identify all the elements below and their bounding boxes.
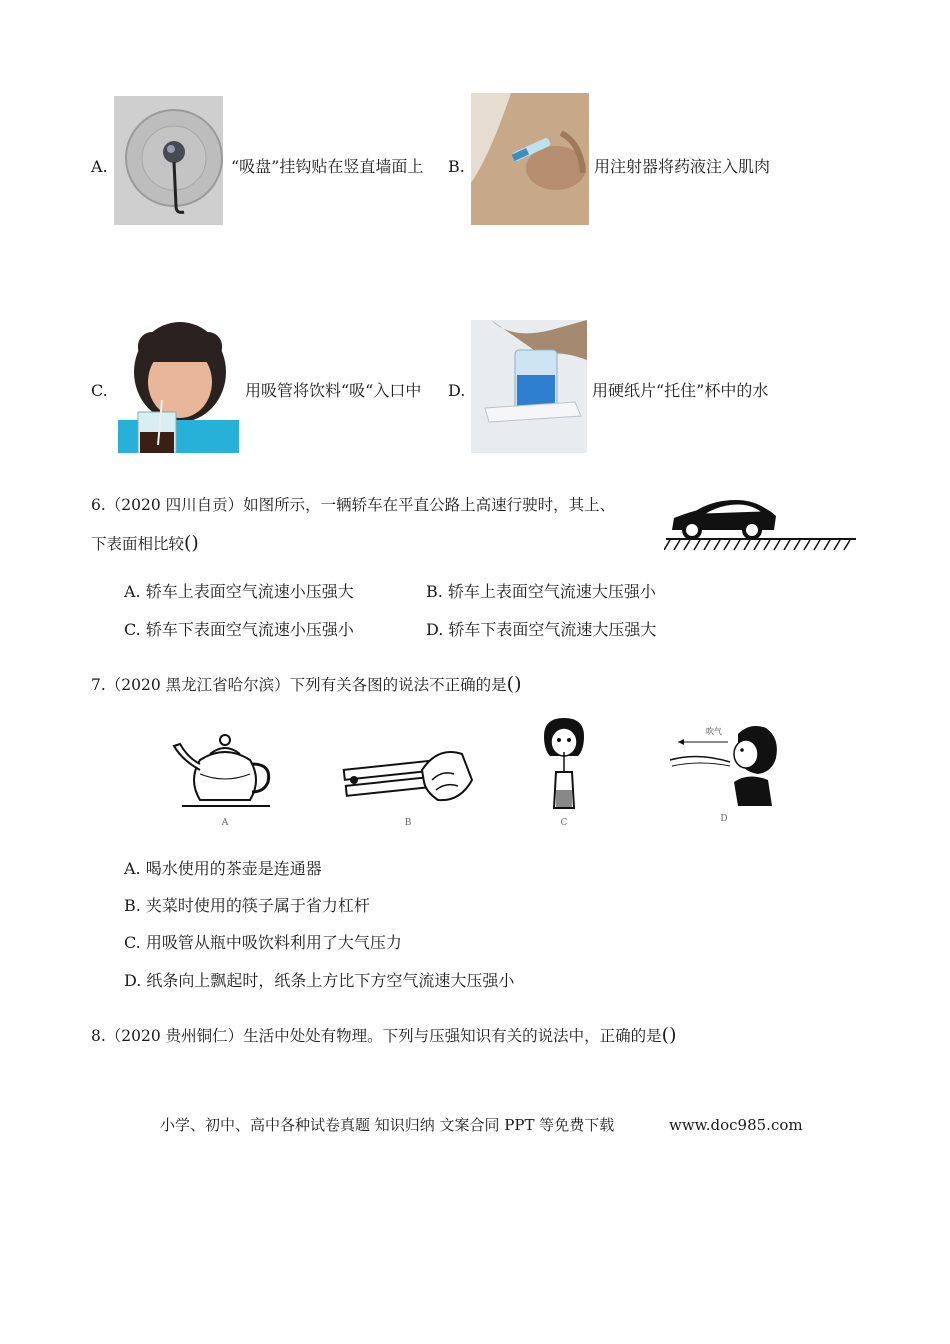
q6-answer-paren: () xyxy=(184,532,199,554)
girl-drinking-straw-photo xyxy=(118,320,239,453)
fig-label-a: A xyxy=(221,818,229,828)
option-c-label: C. xyxy=(91,381,108,400)
q6-stem-line2-text: 下表面相比较 xyxy=(91,535,185,553)
q8-answer-paren: () xyxy=(661,1024,677,1046)
option-c-text: 用吸管将饮料“吸“入口中 xyxy=(245,381,422,400)
option-d-label: D. xyxy=(448,381,466,400)
syringe-injection-photo xyxy=(471,93,589,225)
q7-answer-paren: () xyxy=(506,673,522,695)
q6-option-c: C. 轿车下表面空气流速小压强小 xyxy=(124,620,354,639)
q7-option-b: B. 夹菜时使用的筷子属于省力杠杆 xyxy=(124,896,370,915)
footer-url[interactable]: www.doc985.com xyxy=(669,1116,803,1134)
teapot-figure xyxy=(170,730,280,828)
q6-stem-line1: 6.（2020 四川自贡）如图所示，一辆轿车在平直公路上高速行驶时，其上、 xyxy=(91,496,616,514)
q7-stem xyxy=(91,675,522,694)
option-b-label: B. xyxy=(448,157,465,176)
q7-stem-text: 7.（2020 黑龙江省哈尔滨）下列有关各图的说法不正确的是 xyxy=(91,676,507,694)
suction-cup-hook-photo xyxy=(114,96,223,225)
paper-card-cup-water-photo xyxy=(471,320,587,453)
q6-option-b: B. 轿车上表面空气流速大压强小 xyxy=(426,582,656,601)
option-a-text: “吸盘”挂钩贴在竖直墙面上 xyxy=(231,157,424,176)
q6-stem-line2 xyxy=(91,534,199,553)
q6-option-d: D. 轿车下表面空气流速大压强大 xyxy=(426,620,657,639)
q7-option-a: A. 喝水使用的茶壶是连通器 xyxy=(124,859,322,878)
fig-label-c: C xyxy=(560,818,568,828)
footer-text: 小学、初中、高中各种试卷真题 知识归纳 文案合同 PPT 等免费下载 xyxy=(160,1116,615,1134)
chopsticks-figure xyxy=(342,740,474,828)
car-on-road-figure xyxy=(664,492,856,552)
blow-air-label: 吹气 xyxy=(706,727,722,736)
fig-label-b: B xyxy=(404,818,412,828)
straw-bottle-figure xyxy=(538,716,590,828)
q8-stem-text: 8.（2020 贵州铜仁）生活中处处有物理。下列与压强知识有关的说法中，正确的是 xyxy=(91,1027,662,1045)
blowing-paper-figure xyxy=(668,722,780,828)
fig-label-d: D xyxy=(720,814,728,824)
option-b-text: 用注射器将药液注入肌肉 xyxy=(594,157,771,176)
q7-option-c: C. 用吸管从瓶中吸饮料利用了大气压力 xyxy=(124,933,402,952)
q6-option-a: A. 轿车上表面空气流速小压强大 xyxy=(124,582,354,601)
q7-option-d: D. 纸条向上飘起时，纸条上方比下方空气流速大压强小 xyxy=(124,971,515,990)
option-d-text: 用硬纸片“托住”杯中的水 xyxy=(592,381,769,400)
q8-stem xyxy=(91,1026,677,1045)
option-a-label: A. xyxy=(91,157,108,176)
